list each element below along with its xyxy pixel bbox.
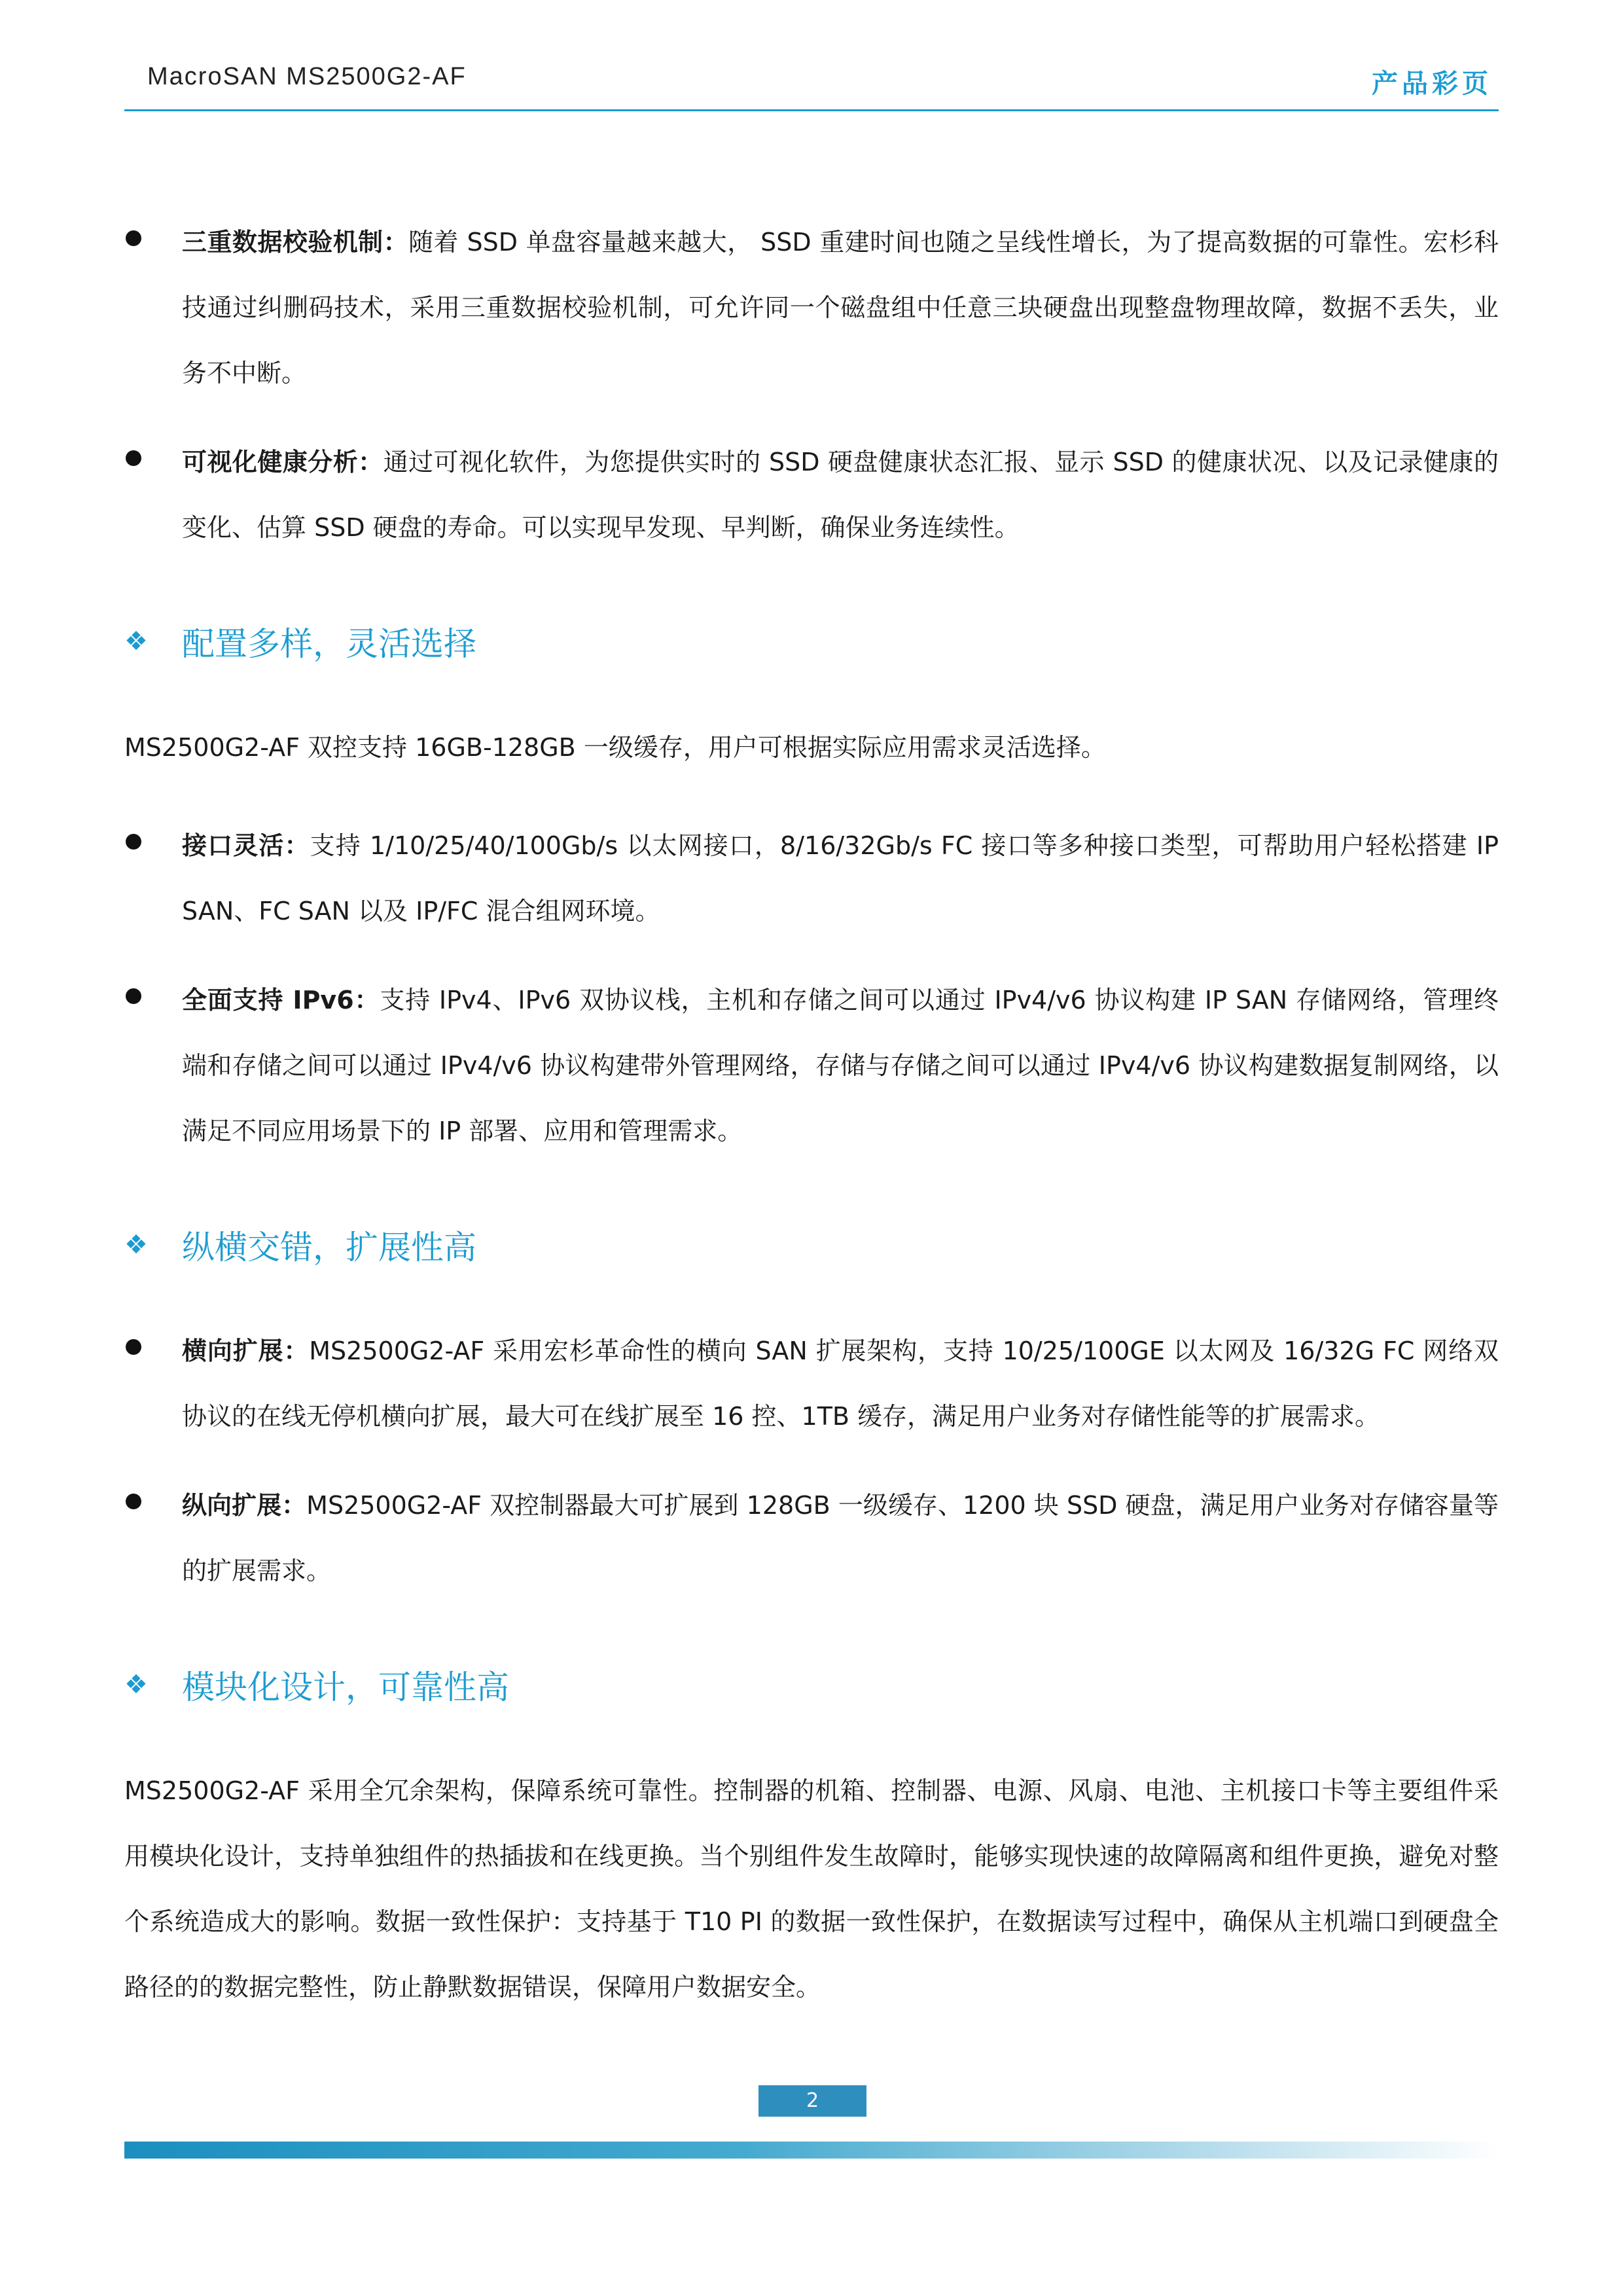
section-title: 配置多样，灵活选择 (182, 625, 476, 663)
section-title: 模块化设计，可靠性高 (182, 1668, 509, 1706)
bullet-text: 通过可视化软件，为您提供实时的 SSD 硬盘健康状态汇报、显示 SSD 的健康状况、以及记录健康的变化、估算 SSD 硬盘的寿命。可以实现早发现、早判断，确保业务连续性。 (182, 448, 1499, 542)
bullet-term: 横向扩展： (182, 1336, 310, 1365)
section-title: 纵横交错，扩展性高 (182, 1229, 476, 1266)
bullet-dot-icon (126, 988, 141, 1004)
diamond-icon: ❖ (124, 1230, 148, 1260)
bullet-dot-icon (126, 1339, 141, 1355)
bullet-text: 支持 IPv4、IPv6 双协议栈，主机和存储之间可以通过 IPv4/v6 协议构建 IP SAN 存储网络，管理终端和存储之间可以通过 IPv4/v6 协议构建带外管理网络，存储与存储之间可以通过 IPv4/v6 协议构建数据复制网络，以满足不同应用场景下的 IP 部署、应用和管理需求。 (182, 986, 1499, 1145)
bullet-dot-icon (126, 230, 141, 246)
paragraph-modular-design: MS2500G2-AF 采用全冗余架构，保障系统可靠性。控制器的机箱、控制器、电源、风扇、电池、主机接口卡等主要组件采用模块化设计，支持单独组件的热插拔和在线更换。当个别组件发生故障时，能够实现快速的故障隔离和组件更换，避免对整个系统造成大的影响。数据一致性保护：支持基于 T10 PI 的数据一致性保护，在数据读写过程中，确保从主机端口到硬盘全路径的的数据完整性，防止静默数据错误，保障用户数据安全。 (124, 1776, 1499, 2001)
bullet-text: 支持 1/10/25/40/100Gb/s 以太网接口，8/16/32Gb/s FC 接口等多种接口类型，可帮助用户轻松搭建 IP SAN、FC SAN 以及 IP/FC 混合组网环境。 (182, 831, 1499, 925)
bullet-dot-icon (126, 834, 141, 850)
brochure-label: 产品彩页 (1372, 69, 1492, 99)
bullet-term: 可视化健康分析： (182, 448, 383, 476)
footer-gradient-bar (124, 2142, 1499, 2159)
section-heading-scaling (124, 1221, 1499, 1268)
bullet-dot-icon (126, 1494, 141, 1509)
diamond-icon: ❖ (124, 626, 148, 656)
diamond-icon: ❖ (124, 1670, 148, 1700)
page-content (124, 209, 1499, 2053)
bullet-health-analysis (124, 429, 1499, 560)
bullet-triple-checksum (124, 209, 1499, 406)
bullet-term: 全面支持 IPv6： (182, 986, 380, 1014)
bullet-term: 接口灵活： (182, 831, 310, 860)
bullet-dot-icon (126, 450, 141, 466)
bullet-scale-out (124, 1318, 1499, 1449)
header-divider (124, 109, 1499, 111)
section-heading-modular (124, 1661, 1499, 1708)
bullet-term: 纵向扩展： (182, 1491, 307, 1520)
bullet-scale-up (124, 1473, 1499, 1604)
bullet-term: 三重数据校验机制： (182, 228, 409, 257)
bullet-interfaces (124, 813, 1499, 944)
page-number: 2 (758, 2085, 866, 2117)
product-name: MacroSAN MS2500G2-AF (147, 63, 467, 90)
section-heading-config (124, 618, 1499, 665)
paragraph-cache: MS2500G2-AF 双控支持 16GB-128GB 一级缓存，用户可根据实际应用需求灵活选择。 (124, 733, 1106, 762)
bullet-ipv6 (124, 967, 1499, 1164)
bullet-text: MS2500G2-AF 采用宏杉革命性的横向 SAN 扩展架构，支持 10/25/100GE 以太网及 16/32G FC 网络双协议的在线无停机横向扩展，最大可在线扩展至 16 控、1TB 缓存，满足用户业务对存储性能等的扩展需求。 (182, 1336, 1499, 1431)
bullet-text: 随着 SSD 单盘容量越来越大， SSD 重建时间也随之呈线性增长，为了提高数据的可靠性。宏杉科技通过纠删码技术，采用三重数据校验机制，可允许同一个磁盘组中任意三块硬盘出现整盘物理故障，数据不丢失，业务不中断。 (182, 228, 1499, 387)
bullet-text: MS2500G2-AF 双控制器最大可扩展到 128GB 一级缓存、1200 块 SSD 硬盘，满足用户业务对存储容量等的扩展需求。 (182, 1491, 1499, 1585)
